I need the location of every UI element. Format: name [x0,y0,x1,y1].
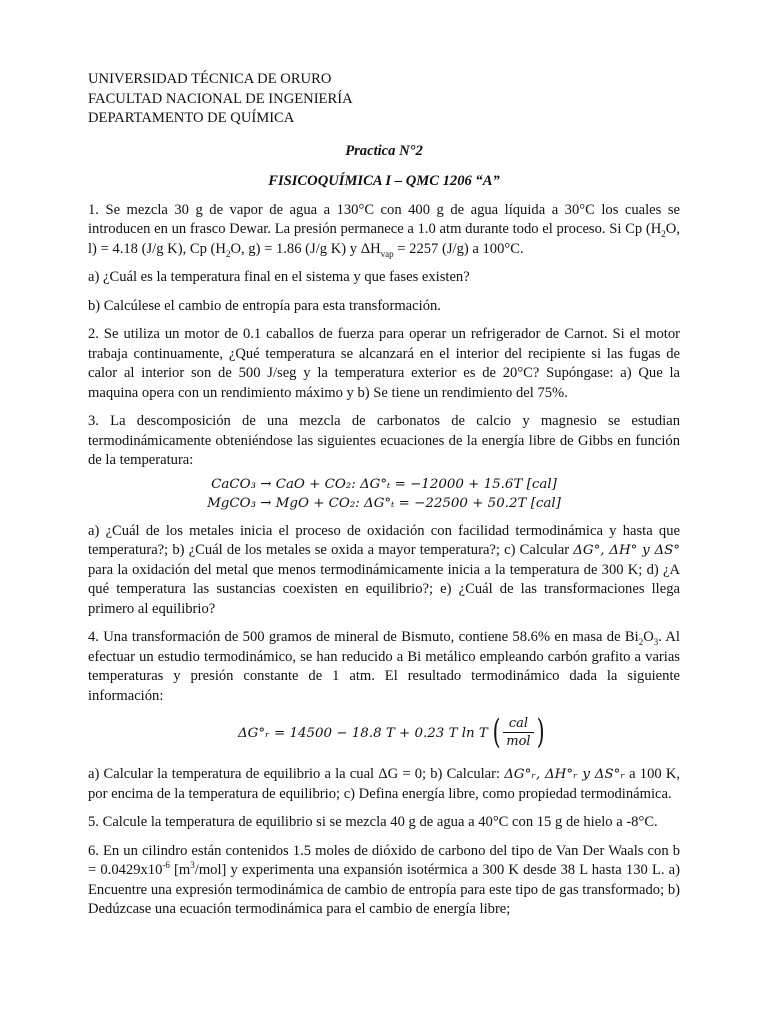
problem-1-sub-2: 2 [225,248,231,259]
problem-4-questions [88,765,680,804]
problem-3-questions-a: a) ¿Cuál de los metales inicia el proceso de oxidación con facilidad termodinámica y hasta que temperatura?; b) ¿Cuál de los metales se oxida a mayor temperatura?; c) Calcular [88,522,680,558]
course-title: FISICOQUÍMICA I – QMC 1206 “A” [268,173,500,189]
problem-1-text-d: = 2257 (J/g) a 100°C. [393,240,524,257]
practice-title: Practica N°2 [345,142,423,159]
problem-3-questions [88,522,680,620]
problem-3-intro: 3. La descomposición de una mezcla de carbonatos de calcio y magnesio se estudian termodinámicamente obteniéndose las siguientes ecuaciones de la energía libre de Gibbs en función de la temperatura: [88,413,680,468]
problem-6-text-b: [m [169,862,191,878]
department-name: DEPARTAMENTO DE QUÍMICA [88,110,295,126]
gibbs-equation: ΔG°ᵣ = 14500 − 18.8 T + 0.23 T ln T [238,726,488,741]
problem-6 [88,842,680,920]
problem-6-sup-1: -6 [162,860,170,871]
problem-1-text-b: O, l) = 4.18 (J/g K), Cp (H [88,221,680,257]
problem-4-text-c: . Al efectuar un estudio termodinámico, se han reducido a Bi metálico empleando carbón grafito a varias temperaturas y presión constante de 1 atm. El resultado termodinámico dada la siguiente información: [88,629,680,704]
problem-4-sub-2: 3 [653,636,659,647]
problem-1-sub-1: 2 [661,228,666,239]
units-denominator: mol [503,732,533,750]
left-paren: ( [492,712,501,752]
units-fraction-box [503,715,533,750]
problem-4-questions-b: a 100 K, por encima de la temperatura de equilibrio; c) Defina energía libre, como propiedad termodinámica. [88,766,681,802]
problem-4-questions-a: a) Calcular la temperatura de equilibrio a la cual ΔG = 0; b) Calcular: [88,766,505,782]
problem-2: 2. Se utiliza un motor de 0.1 caballos de fuerza para operar un refrigerador de Carnot. Si el motor trabaja continuamente, ¿Qué temperatura se alcanzará en el interior del recipiente si las fugas de calor al interior son de 500 J/seg y la temperatura exterior es de 20°C? Supóngase: a) Que la maquina opera con un rendimiento máximo y b) Se tiene un rendimiento del 75%. [88,326,680,401]
equation-mgco3: MgCO₃ → MgO + CO₂: ΔG°ₜ = −22500 + 50.2T [cal] [207,495,561,511]
institution-header [88,70,680,129]
faculty-name: FACULTAD NACIONAL DE INGENIERÍA [88,90,353,107]
problem-4-equation [88,712,680,756]
units-fraction [490,712,547,752]
university-name: UNIVERSIDAD TÉCNICA DE ORURO [88,71,332,87]
problem-1-question-b: b) Calcúlese el cambio de entropía para esta transformación. [88,297,441,314]
problem-4-intro [88,628,680,706]
problem-5: 5. Calcule la temperatura de equilibrio si se mezcla 40 g de agua a 40°C con 15 g de hielo a -8°C. [88,814,658,830]
problem-1-text-c: O, g) = 1.86 (J/g K) y ΔH [230,240,381,257]
units-numerator: cal [508,715,529,731]
problem-3-questions-b: para la oxidación del metal que menos termodinámicamente inicia a la temperatura de 300 K; d) ¿A qué temperatura las sustancias coexisten en equilibrio?; e) ¿Cuál de las transformaciones llega primero al equilibrio? [88,561,680,617]
problem-1 [88,201,680,260]
equation-caco3: CaCO₃ → CaO + CO₂: ΔG°ₜ = −12000 + 15.6T [cal] [211,476,557,492]
problem-1-text-a: 1. Se mezcla 30 g de vapor de agua a 130°C con 400 g de agua líquida a 30°C los cuales se introducen en un frasco Dewar. La presión permanece a 1.0 atm durante todo el proceso. Si Cp (H [88,201,680,237]
problem-1-sub-3: vap [380,248,394,259]
right-paren: ) [536,712,545,752]
problem-4-text-b: O [643,629,654,645]
problem-6-sup-2: 3 [190,860,195,871]
problem-3-equations [88,475,680,513]
problem-4-sub-1: 2 [638,636,644,647]
problem-1-question-a: a) ¿Cuál es la temperatura final en el sistema y que fases existen? [88,269,470,285]
problem-4-text-a: 4. Una transformación de 500 gramos de mineral de Bismuto, contiene 58.6% en masa de Bi [88,629,639,645]
problem-6-text-a: 6. En un cilindro están contenidos 1.5 moles de dióxido de carbono del tipo de Van Der Waals con b = 0.0429x10 [88,842,680,878]
problem-4-symbols: ΔG°ᵣ, ΔH°ᵣ y ΔS°ᵣ [504,767,625,782]
problem-3-symbols: ΔG°, ΔH° y ΔS° [573,543,680,558]
problem-6-text-c: /mol] y experimenta una expansión isotérmica a 300 K desde 38 L hasta 130 L. a) Encuentre una expresión termodinámica de cambio de entropía para este tipo de gas transformado; b) Dedúzcase una ecuación termodinámica para el cambio de energía libre; [88,862,680,917]
